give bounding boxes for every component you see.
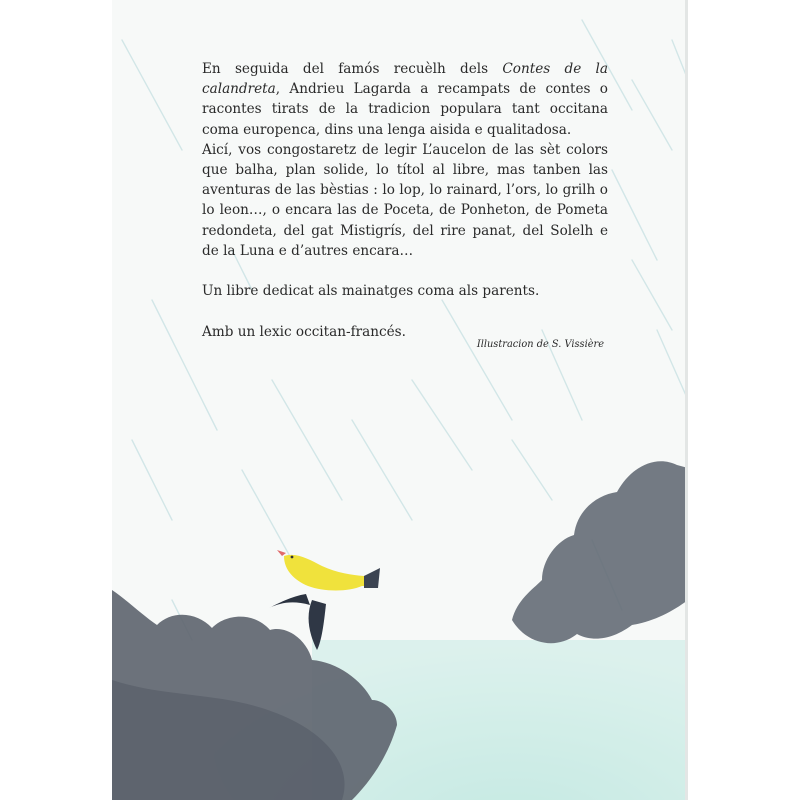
book-title: Contes de la calandreta xyxy=(202,61,608,98)
intro-text-start: En seguida del famós recuèlh dels xyxy=(202,61,503,77)
blurb xyxy=(202,59,608,342)
paragraph-audience: Un libre dedicat als mainatges coma als parents. xyxy=(202,283,540,300)
paragraph-lexicon: Amb un lexic occitan-francés. xyxy=(202,323,406,340)
intro-text-end: , Andrieu Lagarda a recampats de contes o racontes tirats de la tradicion populara tant occitana coma europenca, dins una lenga aisida e qualitadosa. xyxy=(202,81,608,138)
paragraph-intro xyxy=(202,59,608,140)
paragraph-contents: Aicí, vos congostaretz de legir L’aucelon de las sèt colors que balha, plan solide, lo títol al libre, mas tanben las aventuras de las bèstias : lo lop, lo rainard, l’ors, lo grilh o lo leon…, o encara las de Poceta, de Ponheton, de Pometa redondeta, del gat Mistigrís, del rire panat, del Solelh e de la Luna e d’autres encara… xyxy=(202,141,608,259)
illustration-credit: Illustracion de S. Vissière xyxy=(476,339,604,350)
back-cover xyxy=(112,0,688,800)
